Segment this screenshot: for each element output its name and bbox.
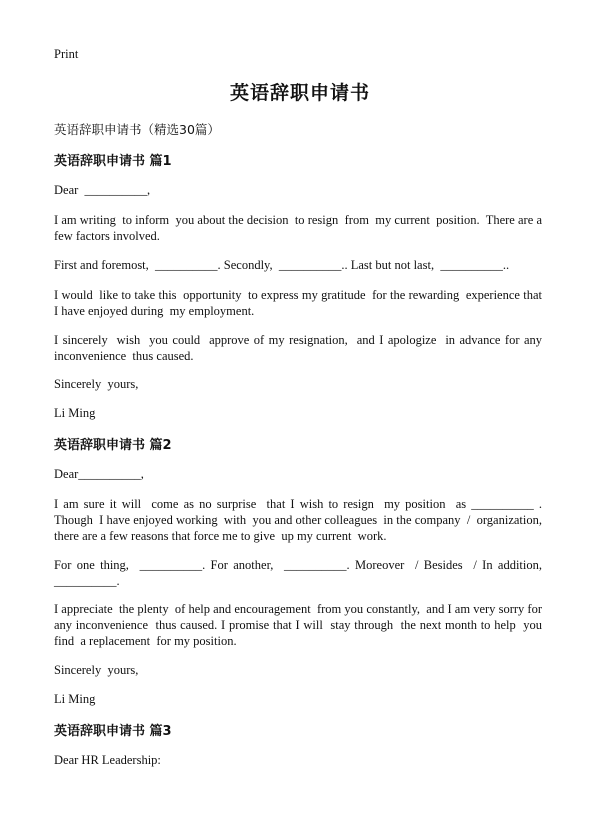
letter2-paragraph-intro: I am sure it will come as no surprise that I wish to resign my position as __________ . Though I have enjoyed working with you and other colleagues in the company / organization, there are a few reasons that force me to give up my current work.	[54, 497, 552, 543]
letter2-closing: Sincerely yours,	[54, 663, 139, 677]
section-heading-3: 英语辞职申请书 篇3	[54, 724, 172, 739]
letter2-paragraph-gratitude: I appreciate the plenty of help and encouragement from you constantly, and I am very sorry for any inconvenience thus caused. I promise that I will stay through the next month to help you find a replacement for my position.	[54, 602, 546, 648]
letter1-paragraph-gratitude: I would like to take this opportunity to express my gratitude for the rewarding experience that I have enjoyed during my employment.	[54, 288, 546, 318]
letter1-signature: Li Ming	[54, 406, 96, 420]
section-heading-1: 英语辞职申请书 篇1	[54, 154, 172, 169]
document-subtitle: 英语辞职申请书（精选30篇）	[54, 122, 220, 137]
section-heading-2: 英语辞职申请书 篇2	[54, 438, 172, 453]
print-label[interactable]: Print	[54, 47, 79, 61]
letter1-paragraph-reasons: First and foremost, __________. Secondly, __________.. Last but not last, __________..	[54, 258, 510, 272]
letter2-salutation: Dear__________,	[54, 467, 144, 481]
letter1-salutation: Dear __________,	[54, 183, 151, 197]
letter1-paragraph-intro: I am writing to inform you about the decision to resign from my current position. There are a few factors involved.	[54, 213, 546, 243]
letter2-signature: Li Ming	[54, 692, 96, 706]
document-title: 英语辞职申请书	[229, 82, 370, 104]
letter1-closing: Sincerely yours,	[54, 377, 139, 391]
letter1-paragraph-apology: I sincerely wish you could approve of my resignation, and I apologize in advance for any inconvenience thus caused.	[54, 333, 546, 363]
letter2-paragraph-reasons: For one thing, __________. For another, __________. Moreover / Besides / In addition, __________.	[54, 558, 549, 588]
letter3-salutation: Dear HR Leadership:	[54, 753, 161, 767]
